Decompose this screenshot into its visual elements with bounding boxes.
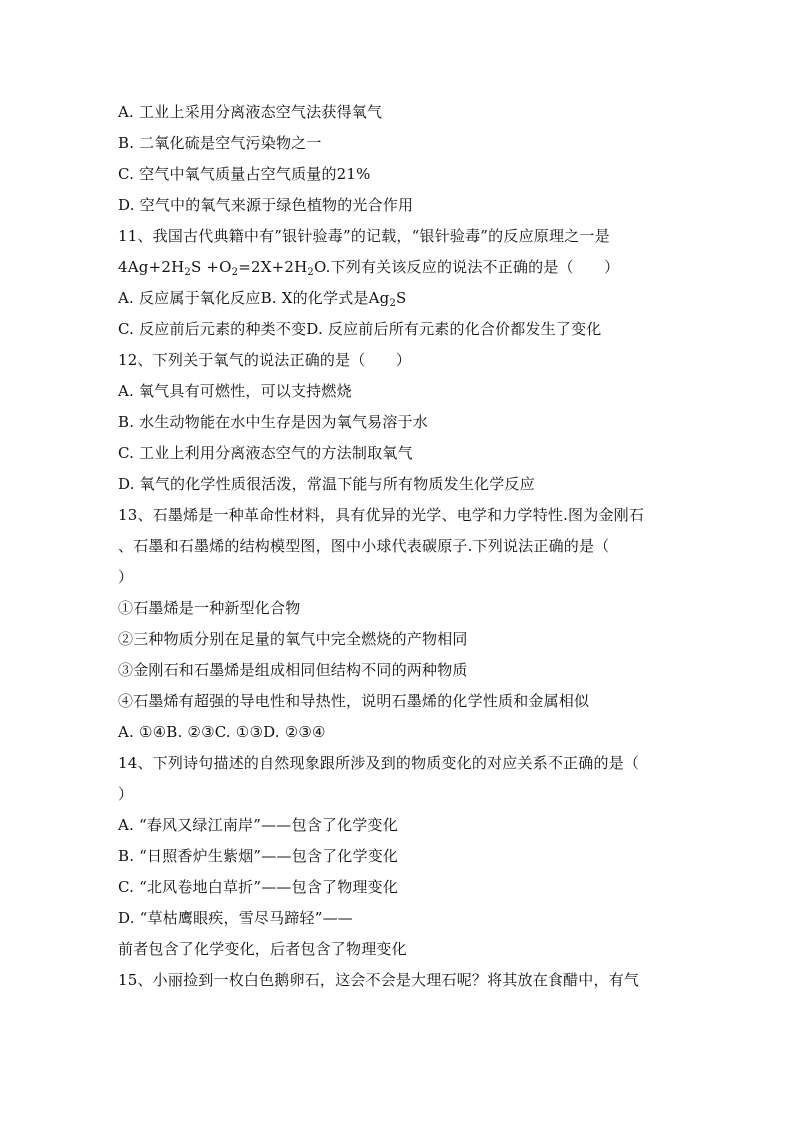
q13-stem: 13、石墨烯是一种革命性材料，具有优异的光学、电学和力学特性.图为金刚石 xyxy=(118,506,645,524)
q12-option-c: C. 工业上利用分离液态空气的方法制取氧气 xyxy=(118,444,413,462)
q14-option-a: A. “春风又绿江南岸”——包含了化学变化 xyxy=(118,816,398,834)
q13-statement-4: ④石墨烯有超强的导电性和导热性，说明石墨烯的化学性质和金属相似 xyxy=(118,692,590,710)
q14-option-c: C. “北风卷地白草折”——包含了物理变化 xyxy=(118,878,399,896)
q13-stem-close: ） xyxy=(118,568,134,586)
q11-stem: 11、我国古代典籍中有”银针验毒”的记载，“银针验毒”的反应原理之一是 xyxy=(118,227,610,245)
q14-option-d: D. “草枯鹰眼疾，雪尽马蹄轻”—— xyxy=(118,909,353,927)
q12-option-d: D. 氧气的化学性质很活泼，常温下能与所有物质发生化学反应 xyxy=(118,475,535,493)
q14-option-b: B. “日照香炉生紫烟”——包含了化学变化 xyxy=(118,847,399,865)
q10-option-d: D. 空气中的氧气来源于绿色植物的光合作用 xyxy=(118,196,414,214)
q13-statement-2: ②三种物质分别在足量的氧气中完全燃烧的产物相同 xyxy=(118,630,468,648)
q14-option-d-cont: 前者包含了化学变化，后者包含了物理变化 xyxy=(118,940,407,958)
q14-stem: 14、下列诗句描述的自然现象跟所涉及到的物质变化的对应关系不正确的是（ xyxy=(118,754,640,772)
q11-options-cd: C. 反应前后元素的种类不变D. 反应前后所有元素的化合价都发生了变化 xyxy=(118,320,602,338)
q10-option-c: C. 空气中氧气质量占空气质量的21% xyxy=(118,165,371,183)
q15-stem: 15、小丽捡到一枚白色鹅卵石，这会不会是大理石呢？将其放在食醋中，有气 xyxy=(118,971,640,989)
q13-stem-cont: 、石墨和石墨烯的结构模型图，图中小球代表碳原子.下列说法正确的是（ xyxy=(118,537,610,555)
q11-options-ab: A. 反应属于氧化反应B. X的化学式是$Ag_2S$ xyxy=(118,289,407,309)
q13-statement-3: ③金刚石和石墨烯是组成相同但结构不同的两种物质 xyxy=(118,661,468,679)
q10-option-b: B. 二氧化硫是空气污染物之一 xyxy=(118,134,322,152)
q13-options: A. ①④B. ②③C. ①③D. ②③④ xyxy=(118,723,326,741)
q11-equation: $4Ag+2H_2S +O_2=2X+2H_2O$.下列有关该反应的说法不正确的是（ ） xyxy=(118,258,620,278)
q14-stem-close: ） xyxy=(118,785,134,803)
q12-stem: 12、下列关于氧气的说法正确的是（ ） xyxy=(118,351,412,369)
q12-option-a: A. 氧气具有可燃性，可以支持燃烧 xyxy=(118,382,352,400)
q12-option-b: B. 水生动物能在水中生存是因为氧气易溶于水 xyxy=(118,413,428,431)
q13-statement-1: ①石墨烯是一种新型化合物 xyxy=(118,599,301,617)
q10-option-a: A. 工业上采用分离液态空气法获得氧气 xyxy=(118,103,383,121)
